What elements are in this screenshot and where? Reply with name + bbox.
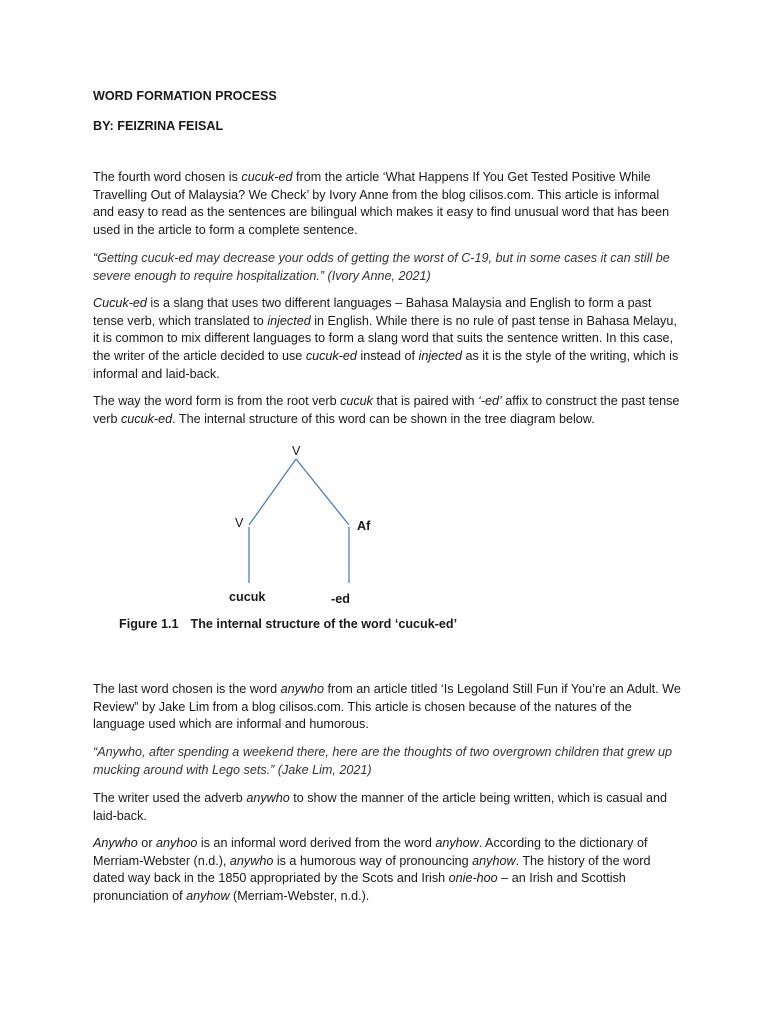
italic-term: cucuk-ed — [121, 411, 173, 426]
paragraph — [93, 835, 683, 906]
figure-caption-text: The internal structure of the word ‘cucuk-ed’ — [190, 617, 458, 631]
text-run: from an article titled ‘Is Legoland Still Fun if You’re an Adult. We Review” by Jake Lim from a blog cilisos.com. This article is chosen because of the natures of the language used which are informal and humorous. — [93, 682, 681, 732]
italic-term: anywho — [229, 853, 274, 868]
text-run: – an Irish and Scottish pronunciation of — [93, 871, 626, 904]
text-run: to show the manner of the article being written, which is casual and laid-back. — [93, 791, 668, 823]
text-run: . The history of the word dated way back in the 1850 appropriated by the Scots and Irish — [93, 853, 651, 886]
paragraph — [93, 681, 683, 734]
italic-term: anyhoo — [156, 836, 198, 850]
italic-term: injected — [267, 313, 311, 328]
text-run: in English. While there is no rule of past tense in Bahasa Melayu, it is common to mix different languages to form a slang word that suits the sentence written. In this case, the writer of the article decided to use — [93, 313, 677, 364]
text-run: as it is the style of the writing, which is informal and laid-back. — [93, 349, 679, 381]
author-line: BY: FEIZRINA FEISAL — [93, 119, 224, 133]
tree-right-node: Af — [357, 519, 371, 533]
text-run: from the article ‘What Happens If You Get Tested Positive While Travelling Out of Malaysia? We Check’ by Ivory Anne from the blog cilisos.com. This article is informal and easy to read as the sentences are bilingual which makes it easy to find unusual word that has been used in the article to form a complete sentence. — [93, 170, 670, 238]
italic-term: cucuk — [340, 394, 373, 408]
figure-caption — [119, 617, 469, 631]
italic-term: cucuk-ed — [305, 349, 357, 364]
tree-diagram-lines — [240, 455, 400, 595]
quote: “Anywho, after spending a weekend there, here are the thoughts of two overgrown children that grew up mucking around with Lego sets.” (Jake Lim, 2021) — [93, 745, 672, 777]
text-run: or — [137, 836, 157, 850]
text-run: is an informal word derived from the word — [197, 836, 436, 850]
text-run: The way the word form is from the root verb — [93, 394, 341, 408]
text-run: The writer used the adverb — [93, 791, 247, 805]
text-run: affix to construct the past tense verb — [93, 394, 680, 426]
paragraph — [93, 169, 683, 240]
italic-term: anywho — [280, 682, 325, 696]
text-run: is a slang that uses two different languages – Bahasa Malaysia and English to form a past tense verb, which translated to — [93, 296, 652, 328]
italic-term: anywho — [246, 791, 290, 805]
text-run: The last word chosen is the word — [93, 682, 281, 696]
branch-line — [249, 459, 296, 525]
document-title: WORD FORMATION PROCESS — [93, 89, 277, 103]
quote: “Getting cucuk-ed may decrease your odds of getting the worst of C-19, but in some cases it can still be severe enough to require hospitalization.” (Ivory Anne, 2021) — [93, 251, 670, 283]
italic-term: onie-hoo — [448, 871, 498, 886]
figure-number: Figure 1.1 — [119, 617, 179, 631]
paragraph — [93, 295, 683, 384]
italic-term: anyhow — [186, 889, 230, 904]
paragraph — [93, 790, 683, 825]
tree-left-leaf: cucuk — [229, 590, 266, 604]
text-run: The fourth word chosen is — [93, 170, 242, 184]
text-run: that is paired with — [372, 394, 478, 408]
italic-term: injected — [418, 349, 462, 364]
paragraph — [93, 393, 683, 428]
italic-term: Anywho — [93, 836, 138, 850]
italic-term: anyhow — [435, 836, 479, 850]
branch-line — [296, 459, 349, 525]
italic-term: anyhow — [472, 853, 516, 868]
text-run: instead of — [356, 349, 419, 364]
text-run: is a humorous way of pronouncing — [273, 853, 473, 868]
text-run: (Merriam-Webster, n.d.). — [229, 889, 370, 904]
tree-left-node: V — [235, 516, 244, 530]
text-run: . According to the dictionary of Merriam-Webster (n.d.), — [93, 836, 648, 868]
italic-term: ‘-ed’ — [477, 394, 502, 408]
italic-term: cucuk-ed — [241, 170, 293, 184]
italic-term: Cucuk-ed — [93, 296, 147, 310]
text-run: . The internal structure of this word can be shown in the tree diagram below. — [172, 411, 595, 426]
tree-right-leaf: -ed — [331, 592, 350, 606]
tree-root-node: V — [292, 444, 301, 458]
